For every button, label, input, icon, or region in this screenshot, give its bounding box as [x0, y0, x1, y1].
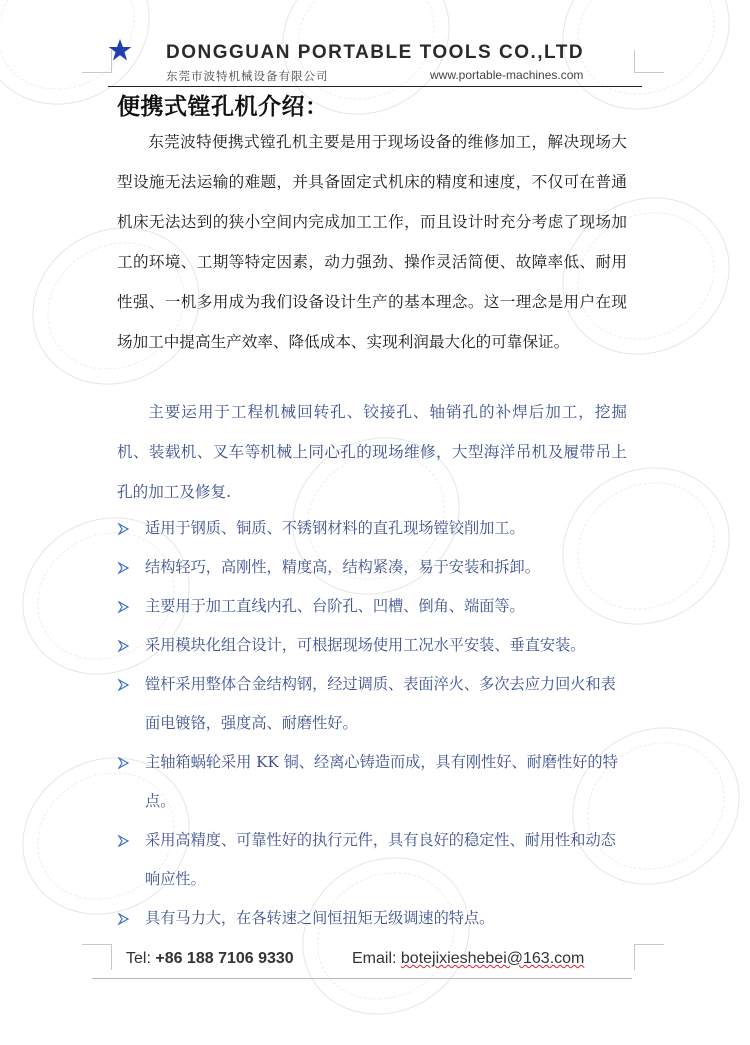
star-icon: [108, 38, 132, 62]
feature-text: 采用模块化组合设计，可根据现场使用工况水平安装、垂直安装。: [145, 636, 586, 654]
arrow-bullet-icon: [118, 548, 132, 587]
phone-contact: [126, 950, 294, 968]
feature-item: [118, 665, 628, 743]
feature-item: [118, 548, 628, 587]
applications-paragraph: 主要运用于工程机械回转孔、铰接孔、轴销孔的补焊后加工，挖掘机、装载机、叉车等机械上同心孔的现场维修，大型海洋吊机及履带吊上孔的加工及修复.: [117, 403, 627, 501]
feature-text: 镗杆采用整体合金结构钢，经过调质、表面淬火、多次去应力回火和表面电镀铬，强度高、耐磨性好。: [145, 675, 616, 732]
feature-text: 主要用于加工直线内孔、台阶孔、凹槽、倒角、端面等。: [145, 597, 525, 615]
company-name-cn: 东莞市波特机械设备有限公司: [166, 69, 329, 83]
email-address[interactable]: botejixieshebei@163.com: [400, 950, 585, 967]
email-contact: [352, 950, 584, 968]
feature-text: 主轴箱蜗轮采用 KK 铜、经离心铸造而成，具有刚性好、耐磨性好的特点。: [145, 753, 618, 810]
feature-item: [118, 626, 628, 665]
feature-text: 适用于钢质、铜质、不锈钢材料的直孔现场镗铰削加工。: [145, 519, 525, 537]
document-title: 便携式镗孔机介绍：: [117, 94, 329, 120]
footer-divider: [92, 978, 632, 979]
feature-text: 采用高精度、可靠性好的执行元件，具有良好的稳定性、耐用性和动态响应性。: [145, 831, 616, 888]
arrow-bullet-icon: [118, 587, 132, 626]
feature-text: 结构轻巧，高刚性，精度高，结构紧凑，易于安装和拆卸。: [145, 558, 540, 576]
arrow-bullet-icon: [118, 821, 132, 860]
crop-mark: [634, 944, 664, 945]
letterhead: [108, 38, 648, 86]
arrow-bullet-icon: [118, 509, 132, 548]
header-divider: [108, 86, 642, 87]
arrow-bullet-icon: [118, 665, 132, 704]
crop-mark: [111, 944, 112, 970]
contact-footer: [126, 948, 626, 978]
arrow-bullet-icon: [118, 899, 132, 938]
feature-item: [118, 821, 628, 899]
feature-text: 具有马力大，在各转速之间恒扭矩无级调速的特点。: [145, 909, 495, 927]
email-label: Email:: [352, 950, 401, 967]
feature-item: [118, 743, 628, 821]
website-url[interactable]: www.portable-machines.com: [430, 68, 584, 82]
phone-label: Tel:: [126, 950, 156, 967]
crop-mark: [82, 944, 112, 945]
arrow-bullet-icon: [118, 743, 132, 782]
arrow-bullet-icon: [118, 626, 132, 665]
company-name-en: DONGGUAN PORTABLE TOOLS CO.,LTD: [166, 42, 585, 63]
intro-paragraph: 东莞波特便携式镗孔机主要是用于现场设备的维修加工，解决现场大型设施无法运输的难题，并具备固定式机床的精度和速度，不仅可在普通机床无法达到的狭小空间内完成加工工作，而且设计时充分考虑了现场加工的环境、工期等特定因素，动力强劲、操作灵活简便、故障率低、耐用性强、一机多用成为我们设备设计生产的基本理念。这一理念是用户在现场加工中提高生产效率、降低成本、实现利润最大化的可靠保证。: [117, 133, 627, 351]
feature-item: [118, 509, 628, 548]
feature-list: [118, 509, 628, 938]
crop-mark: [634, 944, 635, 970]
phone-number[interactable]: +86 188 7106 9330: [155, 950, 294, 967]
feature-item: [118, 899, 628, 938]
feature-item: [118, 587, 628, 626]
